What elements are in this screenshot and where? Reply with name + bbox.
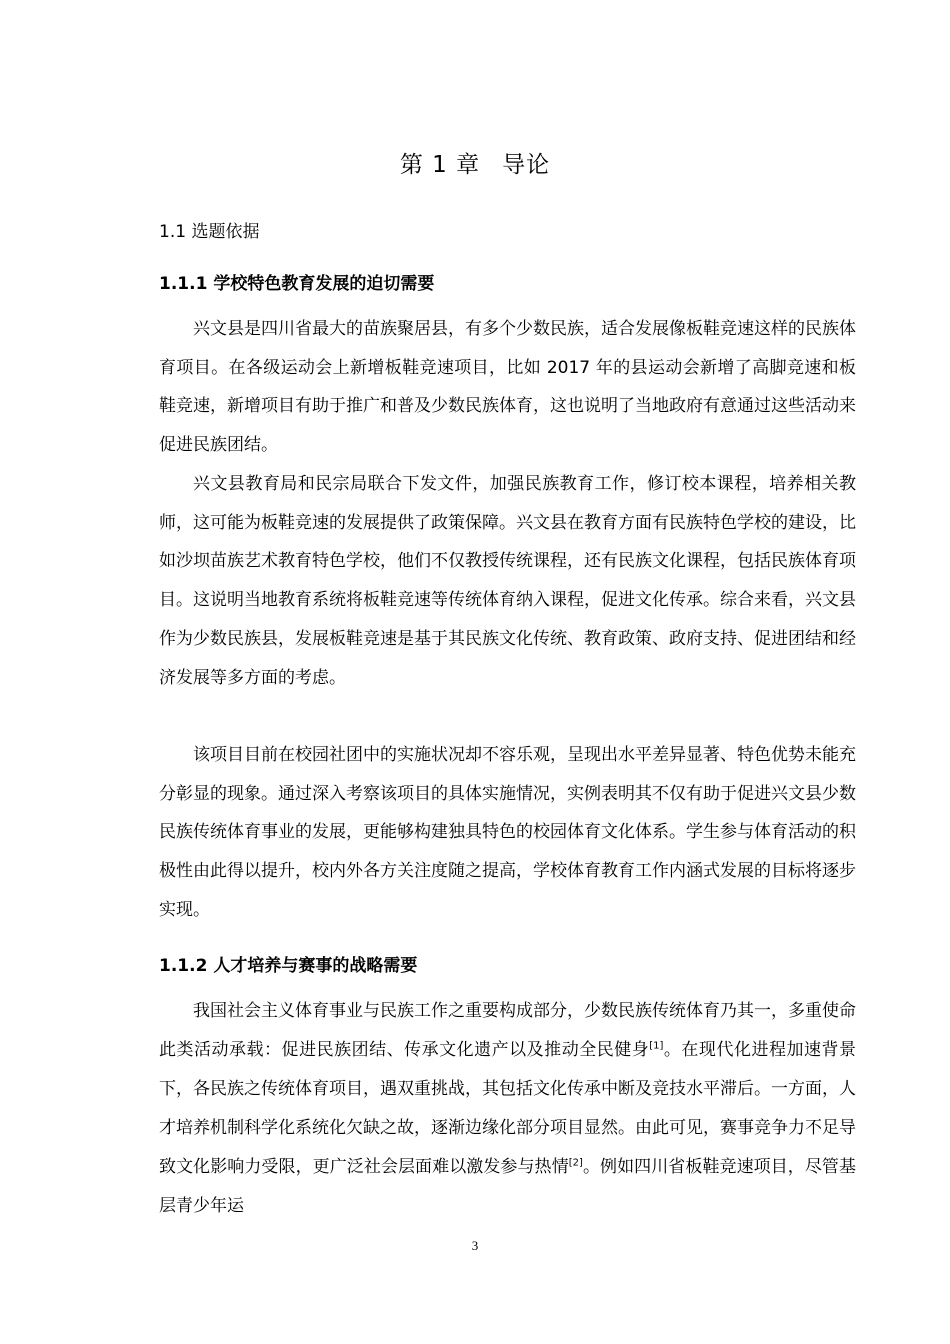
paragraph-text: 。例如四川省板鞋竞速项目，尽管基层青少年运	[159, 1157, 857, 1216]
citation-ref[interactable]: [2]	[568, 1157, 583, 1169]
paragraph-text: 。在现代化进程加速背景下，各民族之传统体育项目，遇双重挑战，其包括文化传承中断及竞技水平滞后。一方面，人才培养机制科学化系统化欠缺之故，逐渐边缘化部分项目显然。由此可见，赛事竞争力不足导致文化影响力受限，更广泛社会层面难以激发参与热情	[159, 1040, 856, 1177]
section-heading: 1.1 选题依据	[159, 222, 260, 242]
chapter-title	[0, 146, 950, 179]
paragraph	[159, 992, 856, 1226]
subsection-heading-1-1-1: 1.1.1 学校特色教育发展的迫切需要	[159, 274, 435, 294]
chapter-label: 第 1 章	[399, 152, 481, 178]
subsection-heading-1-1-2: 1.1.2 人才培养与赛事的战略需要	[159, 956, 418, 976]
chapter-name: 导论	[502, 152, 551, 178]
citation-ref[interactable]: [1]	[649, 1040, 664, 1052]
paragraph: 该项目目前在校园社团中的实施状况却不容乐观，呈现出水平差异显著、特色优势未能充分彰显的现象。通过深入考察该项目的具体实施情况，实例表明其不仅有助于促进兴文县少数民族传统体育事业的发展，更能够构建独具特色的校园体育文化体系。学生参与体育活动的积极性由此得以提升，校内外各方关注度随之提高，学校体育教育工作内涵式发展的目标将逐步实现。	[159, 745, 856, 920]
paragraph-text: 我国社会主义体育事业与民族工作之重要构成部分，少数民族传统体育乃其一，多重使命此类活动承载：促进民族团结、传承文化遗产以及推动全民健身	[159, 1001, 856, 1060]
page-number: 3	[471, 1238, 479, 1253]
paragraph: 兴文县教育局和民宗局联合下发文件，加强民族教育工作，修订校本课程，培养相关教师，这可能为板鞋竞速的发展提供了政策保障。兴文县在教育方面有民族特色学校的建设，比如沙坝苗族艺术教育特色学校，他们不仅教授传统课程，还有民族文化课程，包括民族体育项目。这说明当地教育系统将板鞋竞速等传统体育纳入课程，促进文化传承。综合来看，兴文县作为少数民族县，发展板鞋竞速是基于其民族文化传统、教育政策、政府支持、促进团结和经济发展等多方面的考虑。	[159, 474, 856, 688]
paragraph: 兴文县是四川省最大的苗族聚居县，有多个少数民族，适合发展像板鞋竞速这样的民族体育项目。在各级运动会上新增板鞋竞速项目，比如 2017 年的县运动会新增了高脚竞速和板鞋竞速，新增项目有助于推广和普及少数民族体育，这也说明了当地政府有意通过这些活动来促进民族团结。	[159, 319, 856, 456]
